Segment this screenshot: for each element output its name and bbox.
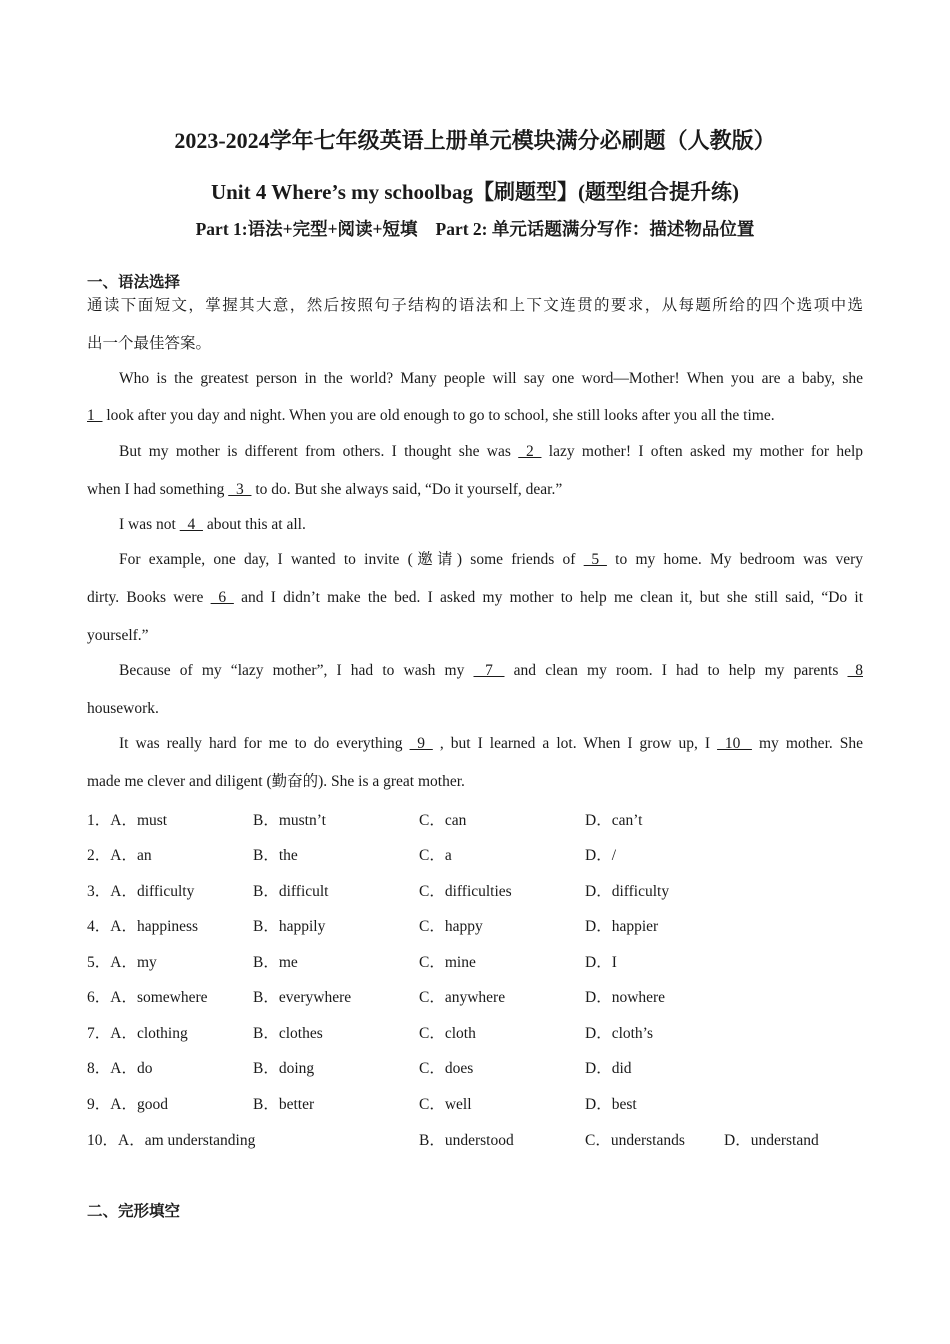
option-d: D．I <box>585 954 617 971</box>
blank-4: 4 <box>179 516 203 533</box>
part-2-label: Part 2: 单元话题满分写作：描述物品位置 <box>435 219 755 239</box>
section-heading-grammar: 一、语法选择 <box>87 274 181 291</box>
option-a: 6．A．somewhere <box>87 989 208 1006</box>
option-d: D．/ <box>585 847 617 864</box>
question-row <box>87 985 867 1005</box>
passage-line: 1 look after you day and night. When you are old enough to go to school, she still looks after you all the time. <box>87 407 775 424</box>
option-a: 4．A．happiness <box>87 918 199 935</box>
option-b: B．me <box>253 954 298 971</box>
option-b: B．difficult <box>253 883 329 900</box>
instructions-line-1: 通读下面短文，掌握其大意，然后按照句子结构的语法和上下文连贯的要求，从每题所给的四个选项中选 <box>87 297 863 314</box>
document-parts <box>0 216 950 241</box>
option-d: D．understand <box>724 1132 819 1149</box>
option-a: 2．A．an <box>87 847 152 864</box>
passage-line: yourself.” <box>87 627 149 644</box>
option-c: C．understands <box>585 1132 685 1149</box>
option-d: D．difficulty <box>585 883 670 900</box>
passage-line: But my mother is different from others. I thought she was 2 lazy mother! I often asked my mother for help <box>119 443 864 460</box>
option-a: 7．A．clothing <box>87 1025 188 1042</box>
option-a: 1．A．must <box>87 812 168 829</box>
blank-8: 8 <box>847 662 863 679</box>
passage-line: when I had something 3 to do. But she always said, “Do it yourself, dear.” <box>87 481 563 498</box>
blank-2: 2 <box>518 443 542 460</box>
passage-line: made me clever and diligent (勤奋的). She is a great mother. <box>87 773 465 790</box>
option-c: C．can <box>419 812 467 829</box>
passage-line: For example, one day, I wanted to invite (邀请) some friends of 5 to my home. My bedroom was very <box>119 551 863 568</box>
option-b: B．better <box>253 1096 315 1113</box>
question-row <box>87 1056 867 1076</box>
option-d: D．did <box>585 1060 632 1077</box>
option-b: B．clothes <box>253 1025 323 1042</box>
option-d: D．best <box>585 1096 637 1113</box>
option-c: C．does <box>419 1060 474 1077</box>
option-c: C．well <box>419 1096 472 1113</box>
option-b: B．mustn’t <box>253 812 326 829</box>
option-d: D．nowhere <box>585 989 666 1006</box>
option-d: D．can’t <box>585 812 643 829</box>
passage-line: Because of my “lazy mother”, I had to wash my 7 and clean my room. I had to help my parents 8 <box>119 662 863 679</box>
option-c: C．mine <box>419 954 476 971</box>
option-b: B．understood <box>419 1132 514 1149</box>
option-c: C．cloth <box>419 1025 476 1042</box>
option-b: B．doing <box>253 1060 315 1077</box>
option-c: C．difficulties <box>419 883 512 900</box>
option-c: C．happy <box>419 918 483 935</box>
option-c: C．a <box>419 847 452 864</box>
blank-1: 1 <box>87 407 103 424</box>
section-heading-cloze: 二、完形填空 <box>87 1203 181 1220</box>
option-a: 5．A．my <box>87 954 157 971</box>
question-row <box>87 1092 867 1112</box>
passage-line: dirty. Books were 6 and I didn’t make the bed. I asked my mother to help me clean it, but she still said, “Do it <box>87 589 863 606</box>
passage-line: It was really hard for me to do everything 9 , but I learned a lot. When I grow up, I 10 my mother. She <box>119 735 864 752</box>
question-row <box>87 914 867 934</box>
passage-line: I was not 4 about this at all. <box>119 516 306 533</box>
passage-line: Who is the greatest person in the world? Many people will say one word—Mother! When you are a baby, she <box>119 370 863 387</box>
blank-7: 7 <box>473 662 505 679</box>
option-a: 8．A．do <box>87 1060 153 1077</box>
question-row <box>87 808 867 828</box>
question-row <box>87 1021 867 1041</box>
question-row <box>87 843 867 863</box>
document-subtitle: Unit 4 Where’s my schoolbag【刷题型】(题型组合提升练) <box>210 180 740 204</box>
blank-5: 5 <box>583 551 607 568</box>
blank-6: 6 <box>210 589 234 606</box>
option-a: 9．A．good <box>87 1096 168 1113</box>
option-b: B．everywhere <box>253 989 352 1006</box>
option-a: 10．A．am understanding <box>87 1132 256 1149</box>
option-d: D．happier <box>585 918 659 935</box>
blank-3: 3 <box>228 481 252 498</box>
question-row <box>87 879 867 899</box>
option-b: B．the <box>253 847 298 864</box>
option-b: B．happily <box>253 918 326 935</box>
option-d: D．cloth’s <box>585 1025 654 1042</box>
passage-line: housework. <box>87 700 159 717</box>
instructions-line-2: 出一个最佳答案。 <box>87 335 212 352</box>
part-1-label: Part 1:语法+完型+阅读+短填 <box>195 219 418 239</box>
question-row <box>87 950 867 970</box>
blank-10: 10 <box>717 735 752 752</box>
document-title: 2023-2024学年七年级英语上册单元模块满分必刷题（人教版） <box>174 128 776 153</box>
option-a: 3．A．difficulty <box>87 883 195 900</box>
question-row <box>87 1128 867 1148</box>
blank-9: 9 <box>409 735 433 752</box>
option-c: C．anywhere <box>419 989 506 1006</box>
